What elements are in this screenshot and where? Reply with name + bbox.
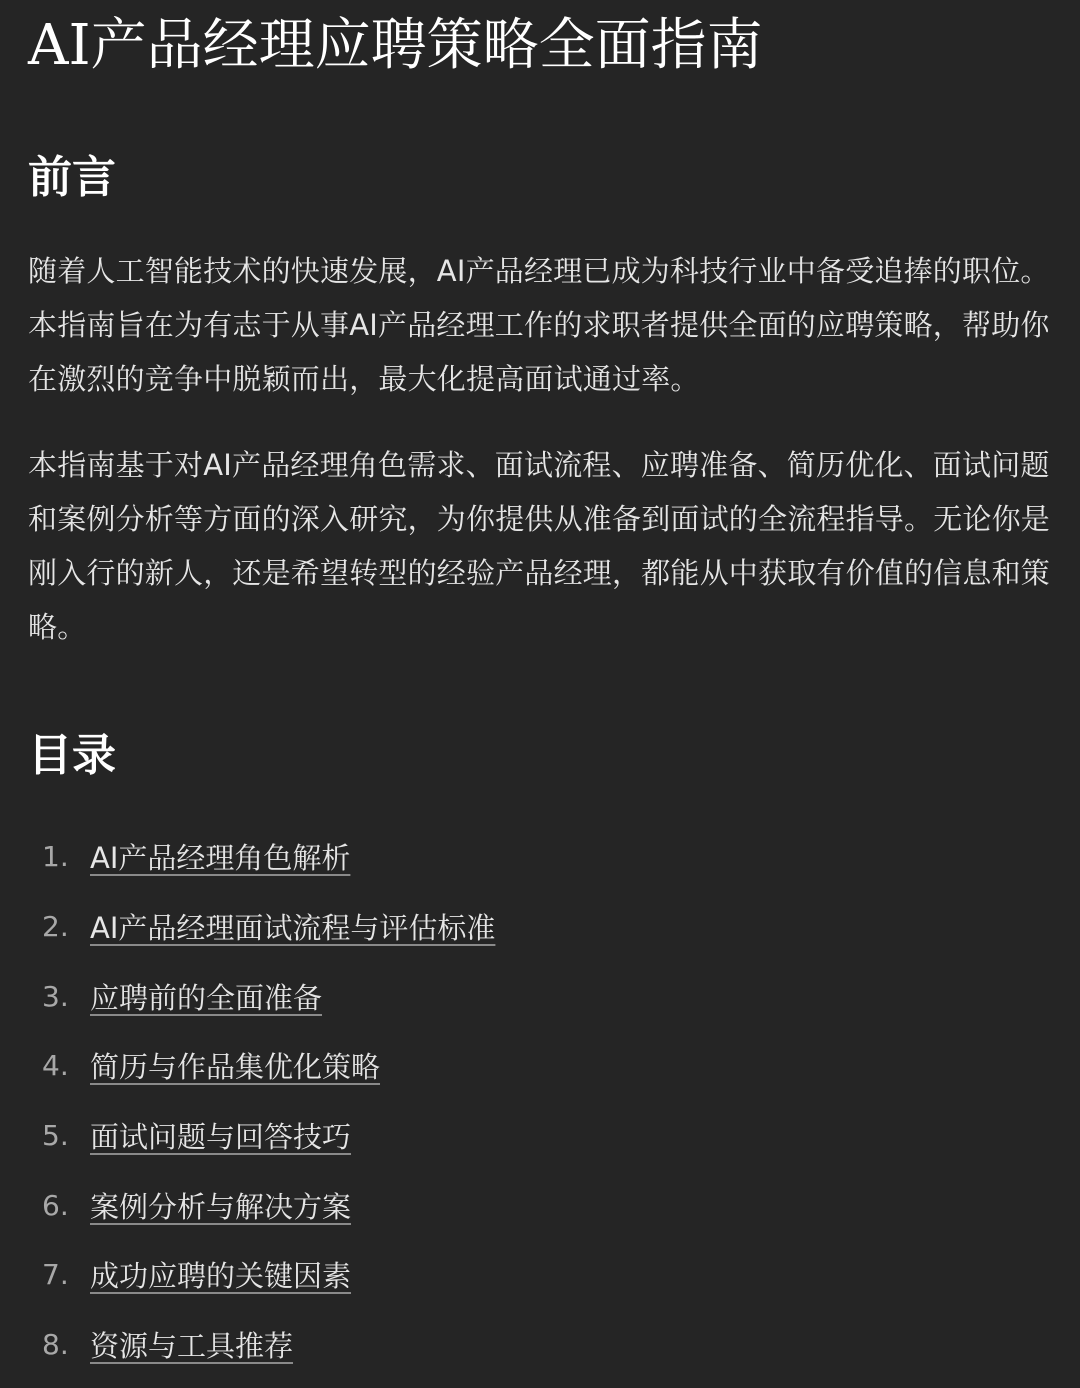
preface-heading: 前言	[28, 152, 116, 203]
toc-link-preparation[interactable]: 应聘前的全面准备	[90, 980, 323, 1015]
toc-link-interview-questions[interactable]: 面试问题与回答技巧	[90, 1120, 352, 1155]
toc-link-success-factors[interactable]: 成功应聘的关键因素	[90, 1259, 352, 1294]
toc-heading: 目录	[28, 730, 116, 781]
preface-paragraph-1: 随着人工智能技术的快速发展，AI产品经理已成为科技行业中备受追捧的职位。本指南旨在为有志于从事AI产品经理工作的求职者提供全面的应聘策略，帮助你在激烈的竞争中脱颖而出，最大化提高面试通过率。	[28, 254, 1050, 396]
toc-item-4	[28, 1031, 1028, 1101]
toc-link-case-analysis[interactable]: 案例分析与解决方案	[90, 1189, 352, 1224]
toc-item-number: 4.	[42, 1049, 69, 1083]
page-title: AI产品经理应聘策略全面指南	[28, 13, 763, 78]
toc-link-interview-process[interactable]: AI产品经理面试流程与评估标准	[90, 911, 496, 946]
toc-item-6	[28, 1170, 1028, 1240]
toc-item-number: 1.	[42, 840, 69, 874]
toc-item-number: 8.	[42, 1328, 69, 1362]
toc-link-resources-tools[interactable]: 资源与工具推荐	[90, 1329, 294, 1364]
toc-item-7	[28, 1240, 1028, 1310]
toc-item-number: 7.	[42, 1258, 69, 1292]
toc-item-number: 3.	[42, 979, 69, 1013]
preface-paragraph-2: 本指南基于对AI产品经理角色需求、面试流程、应聘准备、简历优化、面试问题和案例分析等方面的深入研究，为你提供从准备到面试的全流程指导。无论你是刚入行的新人，还是希望转型的经验产品经理，都能从中获取有价值的信息和策略。	[28, 448, 1051, 644]
toc-item-3	[28, 961, 1028, 1031]
toc-item-2	[28, 892, 1028, 962]
toc-item-1	[28, 822, 1028, 892]
toc-item-number: 2.	[42, 910, 69, 944]
toc-item-number: 6.	[42, 1188, 69, 1222]
toc-link-role-analysis[interactable]: AI产品经理角色解析	[90, 841, 351, 876]
toc-item-8	[28, 1310, 1028, 1380]
toc-item-5	[28, 1101, 1028, 1171]
table-of-contents	[28, 822, 1028, 1380]
toc-item-number: 5.	[42, 1119, 69, 1153]
toc-link-resume-portfolio[interactable]: 简历与作品集优化策略	[90, 1050, 381, 1085]
